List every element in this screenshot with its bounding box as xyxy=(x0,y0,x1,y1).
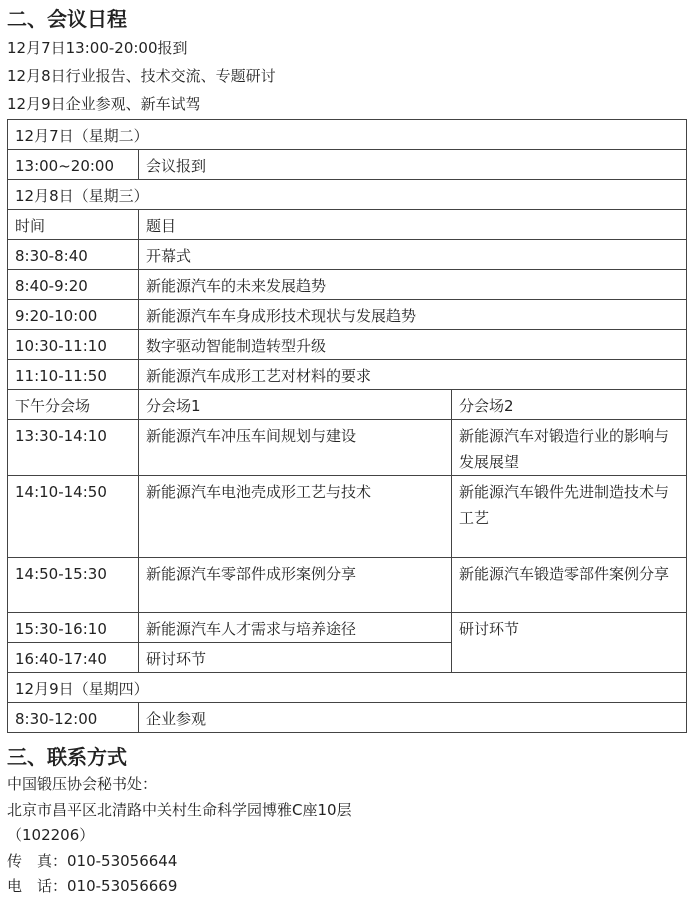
table-row xyxy=(8,240,687,270)
time-cell: 13:30-14:10 xyxy=(8,420,139,476)
table-row xyxy=(8,558,687,613)
topic-cell: 新能源汽车成形工艺对材料的要求 xyxy=(139,360,687,390)
agenda-section xyxy=(7,0,688,733)
day-header: 12月8日（星期三） xyxy=(8,180,687,210)
time-cell: 8:40-9:20 xyxy=(8,270,139,300)
table-row xyxy=(8,330,687,360)
venue-1-topic: 研讨环节 xyxy=(139,643,452,673)
summary-line-1: 12月7日13:00-20:00报到 xyxy=(7,39,188,57)
time-cell: 14:50-15:30 xyxy=(8,558,139,613)
venue-1-topic: 新能源汽车人才需求与培养途径 xyxy=(139,613,452,643)
topic-cell: 会议报到 xyxy=(139,150,687,180)
table-row xyxy=(8,270,687,300)
venue-1-header: 分会场1 xyxy=(139,390,452,420)
summary-line-3: 12月9日企业参观、新车试驾 xyxy=(7,95,201,113)
section-3-heading: 三、联系方式 xyxy=(7,745,127,769)
time-cell: 15:30-16:10 xyxy=(8,613,139,643)
section-2-heading: 二、会议日程 xyxy=(7,7,127,31)
table-row xyxy=(8,420,687,476)
time-cell: 16:40-17:40 xyxy=(8,643,139,673)
contact-line-org: 中国锻压协会秘书处： xyxy=(7,775,158,793)
venue-2-topic: 研讨环节 xyxy=(452,613,687,673)
venue-2-topic: 新能源汽车锻件先进制造技术与工艺 xyxy=(452,476,687,558)
venue-1-topic: 新能源汽车电池壳成形工艺与技术 xyxy=(139,476,452,558)
day-header: 12月9日（星期四） xyxy=(8,673,687,703)
contact-line-postcode: （102206） xyxy=(7,826,95,844)
time-cell: 9:20-10:00 xyxy=(8,300,139,330)
table-row xyxy=(8,703,687,733)
topic-cell: 企业参观 xyxy=(139,703,687,733)
venue-1-topic: 新能源汽车零部件成形案例分享 xyxy=(139,558,452,613)
schedule-table xyxy=(7,119,687,733)
contact-line-phone: 电 话：010-53056669 xyxy=(7,877,178,895)
contact-line-address: 北京市昌平区北清路中关村生命科学园博雅C座10层 xyxy=(7,800,352,819)
summary-line-2: 12月8日行业报告、技术交流、专题研讨 xyxy=(7,67,276,85)
table-row xyxy=(8,210,687,240)
afternoon-label: 下午分会场 xyxy=(8,390,139,420)
column-header-topic: 题目 xyxy=(139,210,687,240)
venue-2-topic: 新能源汽车锻造零部件案例分享 xyxy=(452,558,687,613)
table-row xyxy=(8,180,687,210)
table-row xyxy=(8,150,687,180)
contact-line-fax: 传 真：010-53056644 xyxy=(7,851,178,870)
contact-section xyxy=(7,738,688,900)
venue-2-header: 分会场2 xyxy=(452,390,687,420)
table-row xyxy=(8,476,687,558)
table-row xyxy=(8,120,687,150)
time-cell: 8:30-12:00 xyxy=(8,703,139,733)
venue-1-topic: 新能源汽车冲压车间规划与建设 xyxy=(139,420,452,476)
topic-cell: 新能源汽车车身成形技术现状与发展趋势 xyxy=(139,300,687,330)
table-row xyxy=(8,613,687,643)
table-row xyxy=(8,300,687,330)
topic-cell: 新能源汽车的未来发展趋势 xyxy=(139,270,687,300)
table-row xyxy=(8,673,687,703)
column-header-time: 时间 xyxy=(8,210,139,240)
time-cell: 14:10-14:50 xyxy=(8,476,139,558)
topic-cell: 数字驱动智能制造转型升级 xyxy=(139,330,687,360)
venue-2-topic: 新能源汽车对锻造行业的影响与发展展望 xyxy=(452,420,687,476)
time-cell: 10:30-11:10 xyxy=(8,330,139,360)
table-row xyxy=(8,360,687,390)
time-cell: 11:10-11:50 xyxy=(8,360,139,390)
day-header: 12月7日（星期二） xyxy=(8,120,687,150)
time-cell: 8:30-8:40 xyxy=(8,240,139,270)
topic-cell: 开幕式 xyxy=(139,240,687,270)
time-cell: 13:00~20:00 xyxy=(8,150,139,180)
table-row xyxy=(8,390,687,420)
